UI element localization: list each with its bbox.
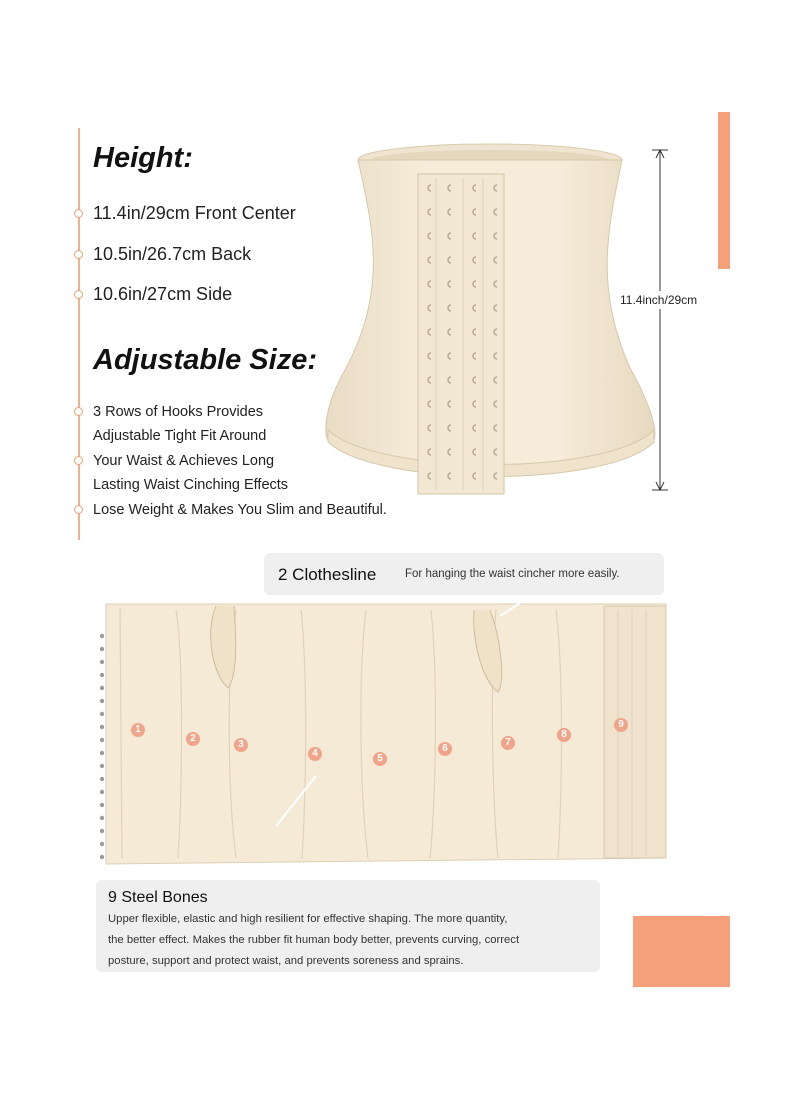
waist-cincher-front-image bbox=[318, 138, 663, 500]
bone-number-badge: 1 bbox=[131, 723, 145, 737]
bone-number-badge: 4 bbox=[308, 747, 322, 761]
steel-bones-title: 9 Steel Bones bbox=[108, 889, 208, 906]
steel-bones-line: Upper flexible, elastic and high resilient for effective shaping. The more quantity, bbox=[108, 913, 508, 925]
steel-bones-callout bbox=[96, 880, 600, 972]
height-spec-back: 10.5in/26.7cm Back bbox=[93, 244, 252, 264]
bone-number-badge: 7 bbox=[501, 736, 515, 750]
steel-bones-line: posture, support and protect waist, and prevents soreness and sprains. bbox=[108, 955, 464, 967]
measurement-label: 11.4inch/29cm bbox=[620, 293, 698, 307]
waist-cincher-unfolded-image bbox=[96, 596, 676, 886]
clothesline-title: 2 Clothesline bbox=[278, 565, 377, 584]
clothesline-note: For hanging the waist cincher more easily. bbox=[405, 568, 620, 580]
timeline-line bbox=[78, 128, 80, 540]
bullet-dot bbox=[74, 407, 83, 416]
bone-number-badge: 2 bbox=[186, 732, 200, 746]
measurement-arrow bbox=[648, 148, 672, 492]
bullet-dot bbox=[74, 250, 83, 259]
steel-bones-line: the better effect. Makes the rubber fit human body better, prevents curving, correct bbox=[108, 934, 520, 946]
bone-number-badge: 5 bbox=[373, 752, 387, 766]
orange-accent-block bbox=[633, 916, 730, 987]
adjustable-line: Your Waist & Achieves Long bbox=[93, 453, 275, 469]
bone-number-badge: 8 bbox=[557, 728, 571, 742]
bone-number-badge: 3 bbox=[234, 738, 248, 752]
height-spec-side: 10.6in/27cm Side bbox=[93, 284, 233, 304]
orange-accent-bar bbox=[718, 112, 730, 269]
height-spec-front: 11.4in/29cm Front Center bbox=[93, 203, 296, 223]
clothesline-callout bbox=[264, 553, 664, 595]
bullet-dot bbox=[74, 456, 83, 465]
adjustable-line: Lose Weight & Makes You Slim and Beautiful. bbox=[93, 502, 387, 518]
bullet-dot bbox=[74, 505, 83, 514]
bone-number-badge: 9 bbox=[614, 718, 628, 732]
adjustable-heading: Adjustable Size: bbox=[93, 344, 317, 376]
bone-number-badge: 6 bbox=[438, 742, 452, 756]
adjustable-line: 3 Rows of Hooks Provides bbox=[93, 404, 264, 420]
bullet-dot bbox=[74, 209, 83, 218]
height-heading: Height: bbox=[93, 142, 193, 174]
bullet-dot bbox=[74, 290, 83, 299]
adjustable-line: Lasting Waist Cinching Effects bbox=[93, 477, 289, 493]
adjustable-line: Adjustable Tight Fit Around bbox=[93, 428, 267, 444]
